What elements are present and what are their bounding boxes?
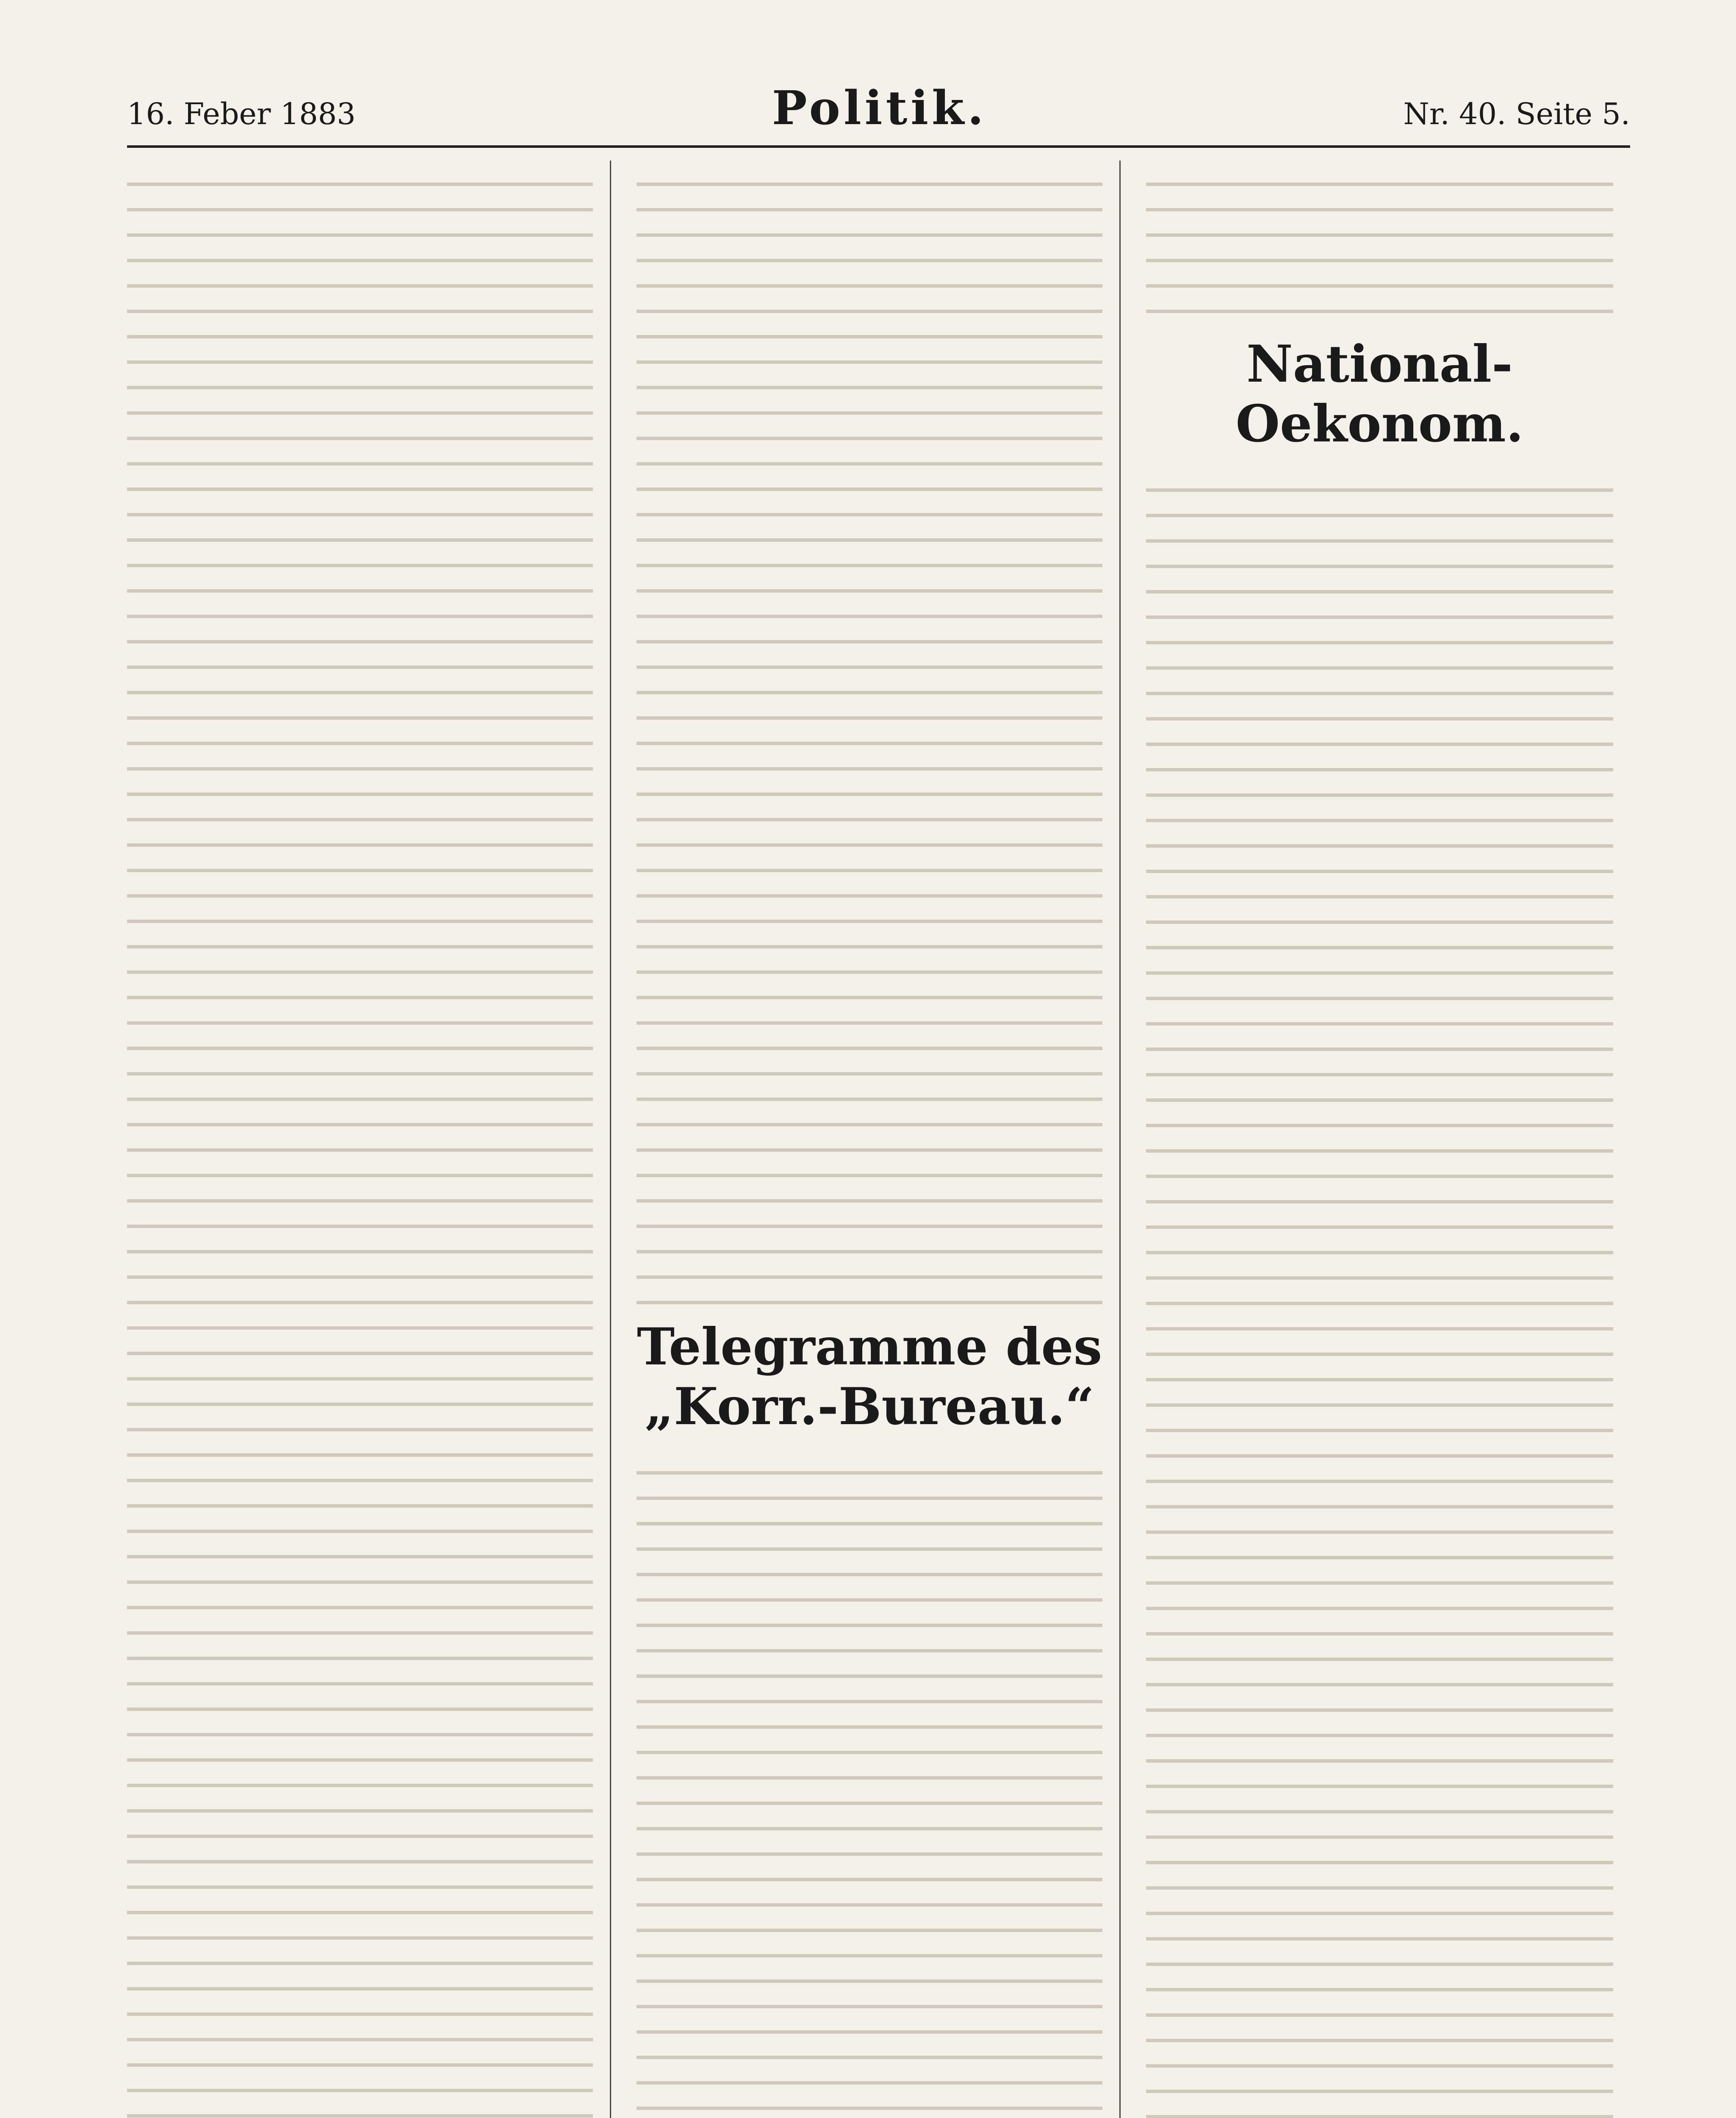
issue-number: Nr. 40. Seite 5. (1403, 97, 1630, 131)
body-text-illegible (1146, 466, 1613, 2118)
column-right (1146, 161, 1630, 2118)
section-title: Politik. (772, 80, 987, 135)
body-text-illegible (637, 1449, 1102, 2118)
columns (127, 161, 1630, 2118)
issue-date: 16. Feber 1883 (127, 97, 356, 131)
body-text-illegible (1146, 161, 1613, 322)
masthead (127, 80, 1630, 148)
body-text-illegible (637, 161, 1102, 1304)
column-middle (637, 161, 1121, 2118)
telegrams-heading: Telegramme des „Korr.-Bureau.“ (637, 1317, 1102, 1436)
economy-heading: National-Oekonom. (1235, 334, 1524, 454)
body-text-illegible (127, 161, 593, 2118)
column-left (127, 161, 611, 2118)
